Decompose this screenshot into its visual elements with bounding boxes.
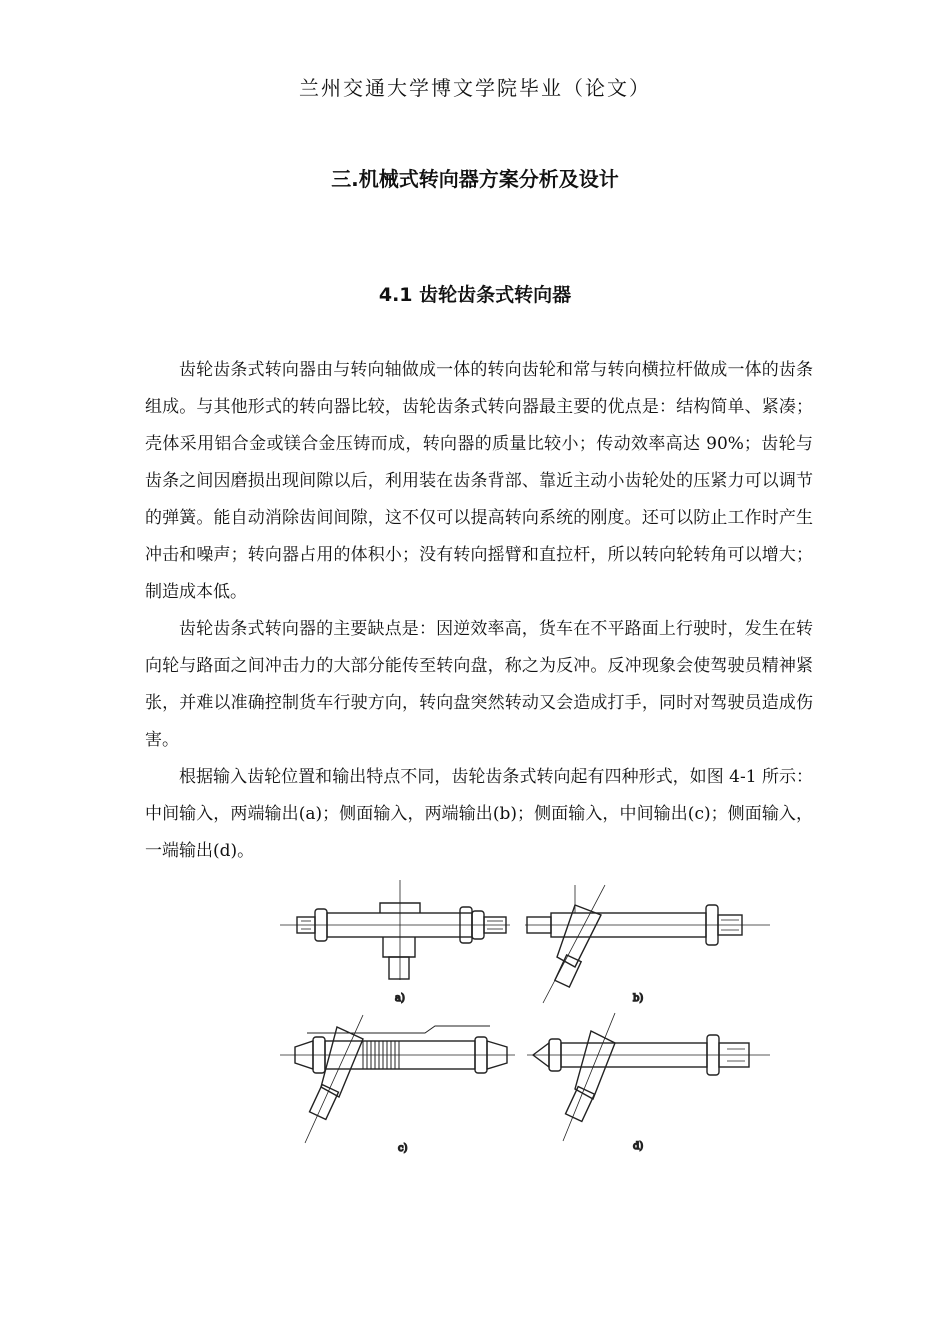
- steering-gear-figure: [275, 875, 775, 1165]
- paragraph-advantages: 齿轮齿条式转向器由与转向轴做成一体的转向齿轮和常与转向横拉杆做成一体的齿条组成。与其他形式的转向器比较，齿轮齿条式转向器最主要的优点是：结构简单、紧凑；壳体采用铝合金或镁合金压铸而成，转向器的质量比较小；传动效率高达 90%；齿轮与齿条之间因磨损出现间隙以后，利用装在齿条背部、靠近主动小齿轮处的压紧力可以调节的弹簧。能自动消除齿间间隙，这不仅可以提高转向系统的刚度。还可以防止工作时产生冲击和噪声；转向器占用的体积小；没有转向摇臂和直拉杆，所以转向轮转角可以增大；制造成本低。: [145, 360, 813, 602]
- paragraph-disadvantages: 齿轮齿条式转向器的主要缺点是：因逆效率高，货车在不平路面上行驶时，发生在转向轮与路面之间冲击力的大部分能传至转向盘，称之为反冲。反冲现象会使驾驶员精神紧张，并难以准确控制货车行驶方向，转向盘突然转动又会造成打手，同时对驾驶员造成伤害。: [145, 619, 813, 750]
- diagram-d: [527, 1013, 770, 1141]
- label-d: d): [633, 1141, 644, 1152]
- label-a: a): [395, 993, 405, 1004]
- diagram-a: [280, 880, 510, 980]
- page-header: 兰州交通大学博文学院毕业（论文）: [299, 76, 651, 100]
- label-c: c): [398, 1143, 408, 1154]
- diagram-b: [525, 885, 770, 1003]
- section-title: 4.1 齿轮齿条式转向器: [378, 284, 572, 306]
- diagram-c: [280, 1015, 515, 1143]
- paragraph-forms: 根据输入齿轮位置和输出特点不同，齿轮齿条式转向起有四种形式，如图 4-1 所示：中间输入，两端输出(a)；侧面输入，两端输出(b)；侧面输入，中间输出(c)；侧面输入，一端输出(d)。: [145, 767, 813, 861]
- body-text: [145, 352, 813, 870]
- chapter-title: 三.机械式转向器方案分析及设计: [331, 167, 619, 191]
- label-b: b): [633, 993, 644, 1004]
